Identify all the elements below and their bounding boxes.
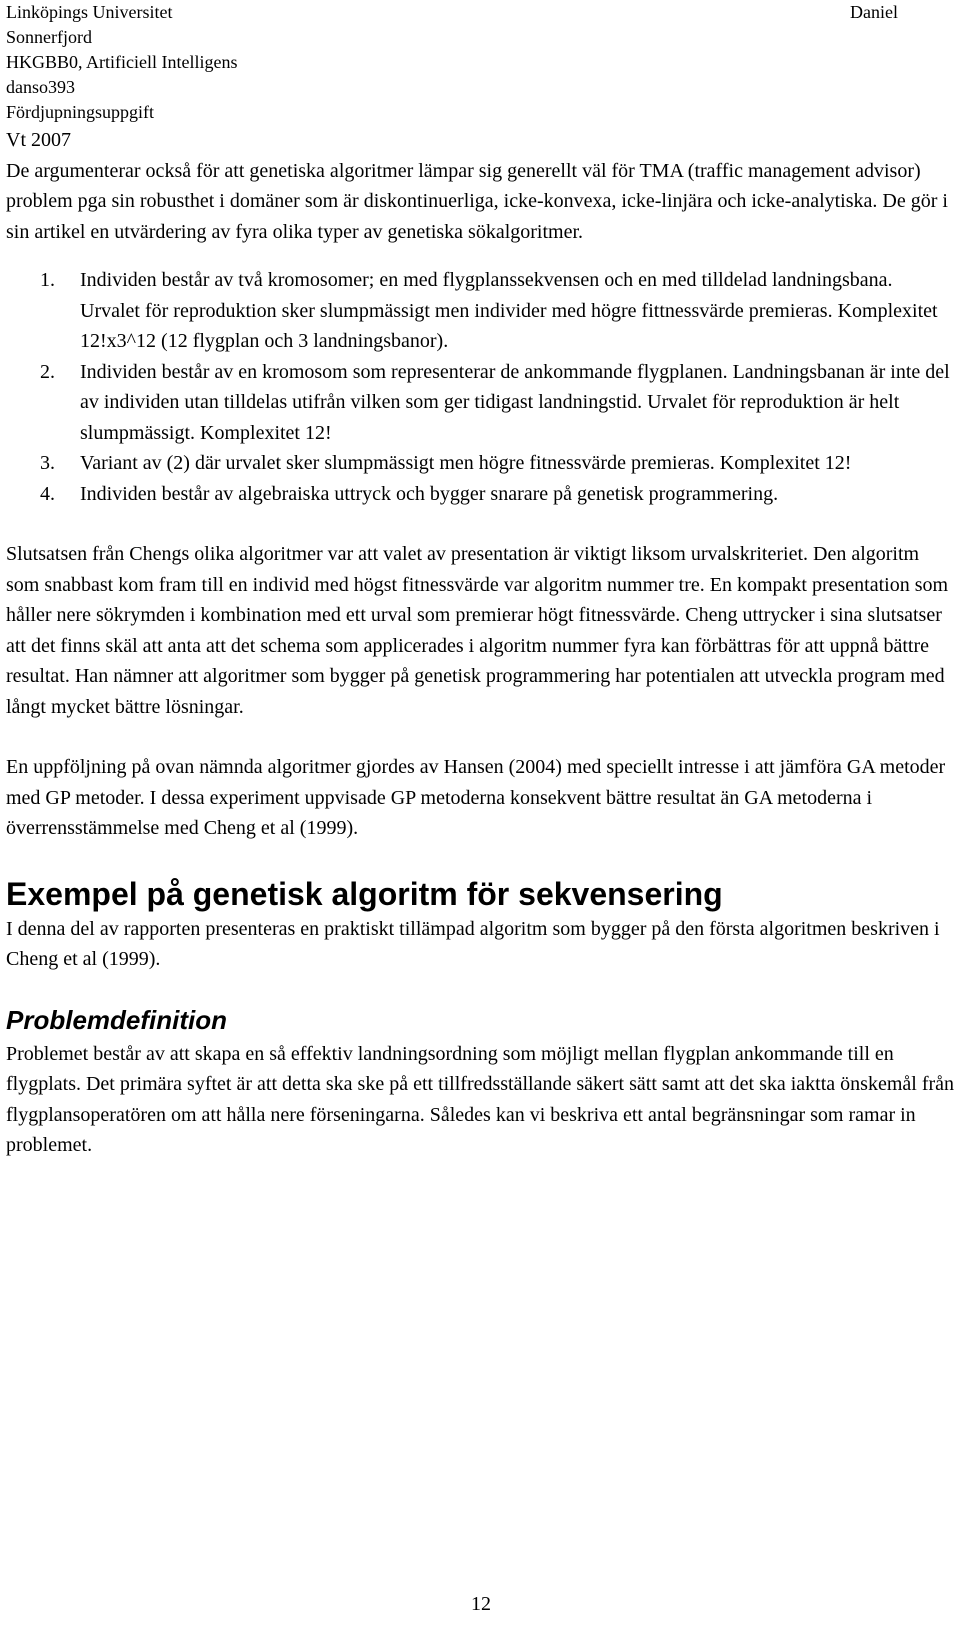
followup-paragraph: En uppföljning på ovan nämnda algoritmer gjordes av Hansen (2004) med speciellt intresse i att jämföra GA metoder med GP metoder. I dessa experiment uppvisade GP metoderna konsekvent bättre resultat än GA metoderna i överrensstämmelse med Cheng et al (1999). xyxy=(6,756,946,839)
header-author: Daniel xyxy=(850,2,898,22)
list-item xyxy=(6,479,956,510)
subsection-heading: Problemdefinition xyxy=(6,1004,227,1035)
list-item-text: Variant av (2) där urvalet sker slumpmässigt men högre fitnessvärde premieras. Komplexitet 12! xyxy=(80,452,852,474)
list-item xyxy=(6,448,956,479)
document-page xyxy=(6,0,956,1634)
list-item-text: Individen består av två kromosomer; en med flygplanssekvensen och en med tilldelad landningsbana. Urvalet för reproduktion sker slumpmässigt men individer med högre fittnessvärde premieras. Komplexitet 12!x3^12 (12 flygplan och 3 landningsbanor). xyxy=(80,269,938,352)
list-item-text: Individen består av algebraiska uttryck och bygger snarare på genetisk programmering. xyxy=(80,482,779,505)
header-user-id: danso393 xyxy=(6,77,75,97)
list-item-number: 4. xyxy=(40,482,55,505)
list-item-number: 3. xyxy=(40,452,55,474)
algorithm-list xyxy=(6,265,956,509)
list-item-number: 1. xyxy=(40,269,55,291)
header-course: HKGBB0, Artificiell Intelligens xyxy=(6,52,238,72)
intro-paragraph: De argumenterar också för att genetiska algoritmer lämpar sig generellt väl för TMA (traffic management advisor) problem pga sin robusthet i domäner som är diskontinuerliga, icke-konvexa, icke-linjära och icke-analytiska. De gör i sin artikel en utvärdering av fyra olika typer av genetiska sökalgoritmer. xyxy=(6,159,948,243)
section-heading: Exempel på genetisk algoritm för sekvensering xyxy=(6,875,723,912)
section-paragraph: I denna del av rapporten presenteras en praktiskt tillämpad algoritm som bygger på den första algoritmen beskriven i Cheng et al (1999). xyxy=(6,917,940,970)
header-assignment: Fördjupningsuppgift xyxy=(6,102,155,122)
header-term: Vt 2007 xyxy=(6,129,71,151)
page-header xyxy=(6,0,956,125)
conclusion-paragraph: Slutsatsen från Chengs olika algoritmer var att valet av presentation är viktigt liksom urvalskriteriet. Den algoritm som snabbast kom fram till en individ med högst fitnessvärde var algoritm nummer tre. En kompakt presentation som håller nere sökrymden i kombination med ett urval som premierar högt fitnessvärde. Cheng uttrycker i sina slutsatser att det finns skäl att anta att det schema som applicerades i algoritm nummer fyra kan förbättras för att uppnå bättre resultat. Han nämner att algoritmer som bygger på genetisk programmering har potentialen att utveckla program med långt mycket bättre lösningar. xyxy=(6,543,949,718)
header-university: Linköpings Universitet xyxy=(6,2,173,22)
list-item-number: 2. xyxy=(40,360,55,383)
subsection-paragraph: Problemet består av att skapa en så effektiv landningsordning som möjligt mellan flygplan ankommande till en flygplats. Det primära syftet är att detta ska ske på ett tillfredsställande säkert sätt samt att det ska iaktta önskemål från flygplansoperatören om att hålla nere förseningarna. Således kan vi beskriva ett antal begränsningar som ramar in problemet. xyxy=(6,1042,955,1156)
page-number: 12 xyxy=(471,1593,491,1615)
list-item xyxy=(6,357,956,449)
header-surname: Sonnerfjord xyxy=(6,27,92,47)
document-body xyxy=(6,125,956,1161)
list-item-text: Individen består av en kromosom som representerar de ankommande flygplanen. Landningsbanan är inte del av individen utan tilldelas utifrån vilken som ger tidigast landningstid. Urvalet för reproduktion är helt slumpmässigt. Komplexitet 12! xyxy=(80,360,950,444)
list-item xyxy=(6,265,956,357)
